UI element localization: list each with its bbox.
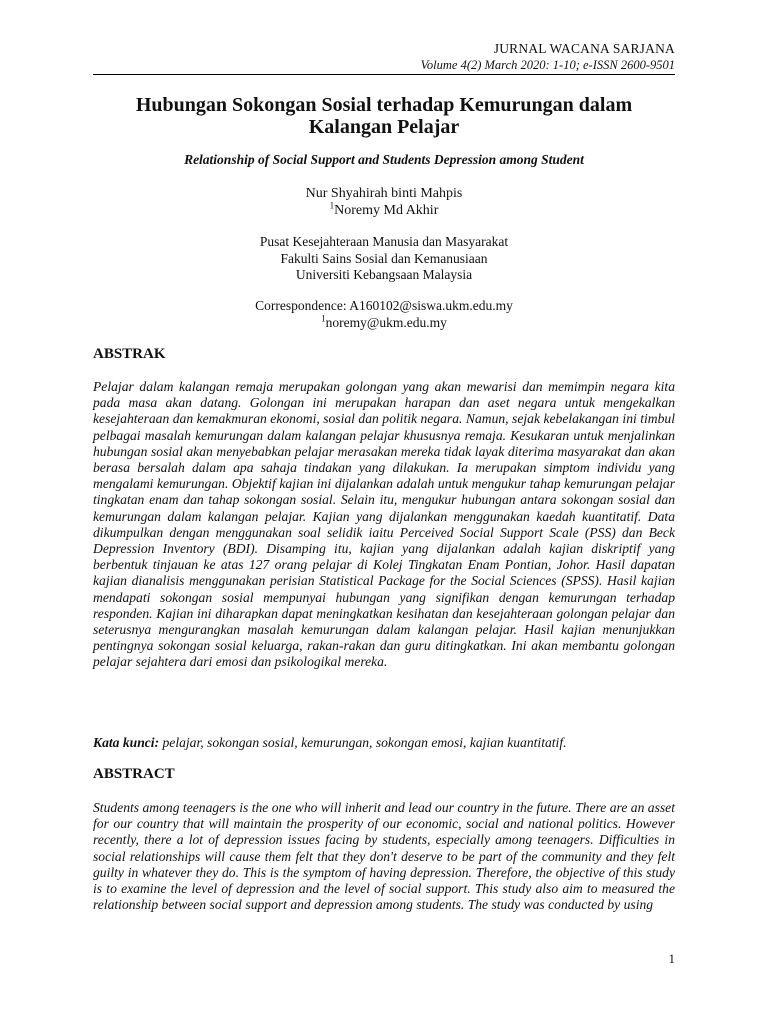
keywords-list: pelajar, sokongan sosial, kemurungan, sokongan emosi, kajian kuantitatif. [159, 735, 567, 750]
correspondence-email-2: noremy@ukm.edu.my [325, 314, 447, 330]
authors [93, 185, 675, 219]
abstrak-heading: ABSTRAK [93, 346, 166, 362]
abstract-body: Students among teenagers is the one who will inherit and lead our country in the future. There are an asset for our country that will maintain the prosperity of our economic, social and national politics. However recently, there a lot of depression issues facing by students, especially among teenagers. Difficulties in social relationships will cause them felt that they don't deserve to be part of the community and they felt guilty in whatever they do. This is the symptom of having depression. Therefore, the objective of this study is to examine the level of depression and the level of social support. This study also aim to measured the relationship between social support and depression among students. The study was conducted by using [93, 800, 675, 913]
running-header [421, 40, 675, 74]
title-line-2: Kalangan Pelajar [308, 116, 460, 138]
correspondence-line-2 [93, 315, 675, 332]
author-2-name: Noremy Md Akhir [334, 203, 439, 218]
abstrak-body: Pelajar dalam kalangan remaja merupakan golongan yang akan mewarisi dan memimpin negara kita pada masa akan datang. Golongan ini merupakan harapan dan aset negara untuk mengekalkan kesejahteraan dan kemakmuran ekonomi, sosial dan politik negara. Namun, sejak kebelakangan ini timbul pelbagai masalah kemurungan dalam kalangan pelajar khususnya remaja. Kesukaran untuk menjalinkan hubungan sosial akan menyebabkan pelajar merasakan mereka tidak layak diterima masyarakat dan akan berasa bersalah dalam apa sahaja tindakan yang dilakukan. Ia merupakan simptom individu yang mengalami kemurungan. Objektif kajian ini dijalankan adalah untuk mengukur tahap kemurungan pelajar tingkatan enam dan tahap sokongan sosial. Selain itu, mengukur hubungan antara sokongan sosial dan kemurungan dalam kalangan pelajar. Kajian yang dijalankan menggunakan kaedah kuantitatif. Data dikumpulkan dengan menggunakan soal selidik iaitu Perceived Social Support Scale (PSS) dan Beck Depression Inventory (BDI). Disamping itu, kajian yang dijalankan adalah kajian diskriptif yang berbentuk tinjauan ke atas 127 orang pelajar di Kolej Tingkatan Enam Pontian, Johor. Hasil dapatan kajian dianalisis menggunakan perisian Statistical Package for the Social Sciences (SPSS). Hasil kajian mendapati sokongan sosial mempunyai hubungan yang signifikan dengan kemurungan terhadap responden. Kajian ini diharapkan dapat meningkatkan kesihatan dan kesejahteraan golongan pelajar dan seterusnya mengurangkan masalah kemurungan dalam kalangan pelajar. Hasil kajian menunjukkan pentingnya sokongan sosial keluarga, rakan-rakan dan guru ditingkatkan. Ini akan membantu golongan pelajar sejahtera dari emosi dan psikologikal mereka. [93, 379, 675, 670]
title-line-1: Hubungan Sokongan Sosial terhadap Kemurungan dalam [135, 94, 633, 116]
page-number: 1 [668, 951, 675, 966]
journal-name: JURNAL WACANA SARJANA [493, 41, 675, 56]
correspondence-line-1: Correspondence: A160102@siswa.ukm.edu.my [255, 298, 513, 313]
affiliation-line-3: Universiti Kebangsaan Malaysia [295, 267, 473, 282]
header-rule [93, 74, 675, 75]
author-2-superscript: 1 [329, 200, 335, 211]
keywords [93, 735, 675, 751]
affiliation [93, 234, 675, 284]
correspondence [93, 298, 675, 331]
english-title: Relationship of Social Support and Students Depression among Student [184, 152, 584, 167]
volume-info: Volume 4(2) March 2020: 1-10; e-ISSN 2600-9501 [420, 58, 675, 72]
keywords-label: Kata kunci: [93, 735, 160, 750]
correspondence-superscript: 1 [321, 313, 326, 323]
affiliation-line-2: Fakulti Sains Sosial dan Kemanusiaan [280, 250, 488, 266]
author-2 [93, 202, 675, 219]
affiliation-line-1: Pusat Kesejahteraan Manusia dan Masyarakat [259, 234, 509, 249]
abstract-heading: ABSTRACT [93, 766, 175, 782]
author-1: Nur Shyahirah binti Mahpis [305, 186, 463, 201]
paper-title [93, 94, 675, 138]
